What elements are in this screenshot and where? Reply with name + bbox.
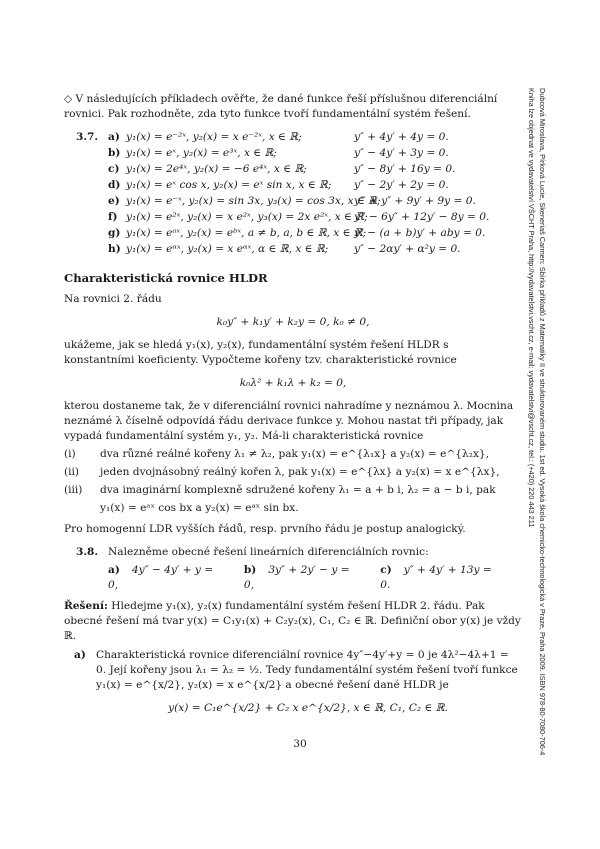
case-label: (ii) [64,466,80,478]
exercise-3-8 [64,545,522,599]
row-label: h) [108,243,121,255]
case-label: (i) [64,448,76,460]
part-label: a) [74,649,86,661]
row-functions: y₁(x) = e⁻²ˣ, y₂(x) = x e⁻²ˣ, x ∈ ℝ; [126,131,302,143]
item-equation: y″ + 4y′ + 13y = 0. [380,564,492,591]
row-equation: y‴ − 6y″ + 12y′ − 8y = 0. [354,211,490,223]
section-paragraph-3: kterou dostaneme tak, že v diferenciální rovnici nahradíme y neznámou λ. Mocnina neznámé λ číselně odpovídá řádu derivace funkce y. Mohou nastat tři případy, jak vypadá fundamentální systém y₁, y₂. Má-li charakteristická rovnice [64,400,514,442]
row-functions: y₁(x) = eᵃˣ, y₂(x) = eᵇˣ, a ≠ b, a, b ∈ ℝ, x ∈ ℝ; [126,227,367,239]
section-heading: Charakteristická rovnice HLDR [64,271,268,285]
exercise-row [108,242,522,258]
row-equation: y″ − 2y′ + 2y = 0. [354,179,449,191]
page-number: 30 [293,738,307,750]
row-equation: y″ − 2αy′ + α²y = 0. [354,243,461,255]
exercise-row [108,146,522,162]
exercise-3-7 [64,130,522,258]
item-label: c) [380,564,392,576]
item-label: a) [108,564,120,576]
item-label: b) [243,564,257,576]
intro-paragraph [64,92,522,122]
case-item [64,447,522,462]
section-paragraph-1: Na rovnici 2. řádu [64,293,162,305]
section-paragraph-2: ukážeme, jak se hledá y₁(x), y₂(x), fundamentální systém řešení HLDR s konstantními koeficienty. Vypočteme kořeny tzv. charakteristické rovnice [64,339,457,366]
row-functions: y₁(x) = 2e⁴ˣ, y₂(x) = −6 e⁴ˣ, x ∈ ℝ; [126,163,307,175]
row-label: f) [108,211,118,223]
row-functions: y₁(x) = eˣ, y₂(x) = e³ˣ, x ∈ ℝ; [126,147,277,159]
solution-label: Řešení: [64,600,108,612]
page-content [64,92,522,724]
exercise-row [108,130,522,146]
row-functions: y₁(x) = eˣ cos x, y₂(x) = eˣ sin x, x ∈ ℝ; [126,179,332,191]
row-equation: y″ − (a + b)y′ + aby = 0. [354,227,486,239]
case-text: dva imaginární komplexně sdružené kořeny λ₁ = a + b i, λ₂ = a − b i, pak [100,484,496,496]
final-equation: y(x) = C₁e^{x/2} + C₂ x e^{x/2}, x ∈ ℝ, C₁, C₂ ∈ ℝ. [168,702,448,714]
item-equation: 4y″ − 4y′ + y = 0, [108,564,214,591]
row-equation: y‴ + y″ + 9y′ + 9y = 0. [354,195,476,207]
solution-part-a [64,648,522,693]
case-label: (iii) [64,484,83,496]
display-equation-1: k₀y″ + k₁y′ + k₂y = 0, k₀ ≠ 0, [216,316,370,328]
row-equation: y″ − 4y′ + 3y = 0. [354,147,449,159]
citation-line-1: Dubcová Miroslava, Pírková Lucie, Skeneriaš Carmen: Sbírka příkladů z Matematiky II ve strukturovaném studiu. 1st ed. Vysoká škola chemicko-technologická v Praze, Praha 2009. ISBN 978-80-7080-706-4 [538,88,547,756]
case-text: jeden dvojnásobný reálný kořen λ, pak y₁(x) = e^{λx} a y₂(x) = x e^{λx}, [100,466,500,478]
row-equation: y″ − 8y′ + 16y = 0. [354,163,456,175]
case-3-functions: y₁(x) = eᵃˣ cos bx a y₂(x) = eᵃˣ sin bx. [100,502,299,514]
item-equation: 3y″ + 2y′ − y = 0, [243,564,350,591]
section-paragraph-4: Pro homogenní LDR vyšších řádů, resp. prvního řádu je postup analogický. [64,523,466,535]
row-label: c) [108,163,120,175]
row-label: b) [108,147,121,159]
row-equation: y″ + 4y′ + 4y = 0. [354,131,449,143]
part-text: Charakteristická rovnice diferenciální rovnice 4y″−4y′+y = 0 je 4λ²−4λ+1 = 0. Její kořeny jsou λ₁ = λ₂ = ½. Tedy fundamentální systém řešení tvoří funkce y₁(x) = e^{x/2}, y₂(x) = x e^{x/2} a obecné řešení dané HLDR je [96,649,518,691]
exercise-number: 3.8. [76,546,99,558]
case-continuation [64,501,522,516]
exercise-row [108,210,522,226]
row-functions: y₁(x) = e⁻ˣ, y₂(x) = sin 3x, y₃(x) = cos 3x, x ∈ ℝ; [126,195,381,207]
exercise-rows [108,130,522,258]
case-item [64,465,522,480]
exercise-row [108,226,522,242]
row-label: d) [108,179,121,191]
citation-line-2: Kniha lze objednat ve vydavatelství VŠCHT Praha, http://vydavatelstvi.vscht.cz, e-mail: vydavatelstvi@vscht.cz, tel.: (+420) 220 443 211 [527,88,536,528]
case-item [64,483,522,498]
row-label: g) [108,227,121,239]
diamond-icon: ◇ [64,93,73,105]
exercise-row [108,178,522,194]
solution-text: Hledejme y₁(x), y₂(x) fundamentální systém řešení HLDR 2. řádu. Pak obecné řešení má tvar y(x) = C₁y₁(x) + C₂y₂(x), C₁, C₂ ∈ ℝ. Definiční obor y(x) je vždy ℝ. [64,600,521,642]
row-functions: y₁(x) = eᵅˣ, y₂(x) = x eᵅˣ, α ∈ ℝ, x ∈ ℝ; [126,243,329,255]
display-equation-2: k₀λ² + k₁λ + k₂ = 0, [239,377,347,389]
exercise-row [108,194,522,210]
intro-text: V následujících příkladech ověřte, že dané funkce řeší příslušnou diferenciální rovnici. Pak rozhodněte, zda tyto funkce tvoří fundamentální systém řešení. [64,93,498,120]
exercise-row [108,162,522,178]
exercise-number: 3.7. [76,131,99,143]
row-label: e) [108,195,120,207]
row-functions: y₁(x) = e²ˣ, y₂(x) = x e²ˣ, y₃(x) = 2x e²ˣ, x ∈ ℝ; [126,211,368,223]
exercise-equations [108,563,522,593]
solution-paragraph [64,599,522,644]
case-text: dva různé reálné kořeny λ₁ ≠ λ₂, pak y₁(x) = e^{λ₁x} a y₂(x) = e^{λ₂x}, [100,448,490,460]
exercise-text: Nalezněme obecné řešení lineárních diferenciálních rovnic: [108,546,429,558]
row-label: a) [108,131,120,143]
